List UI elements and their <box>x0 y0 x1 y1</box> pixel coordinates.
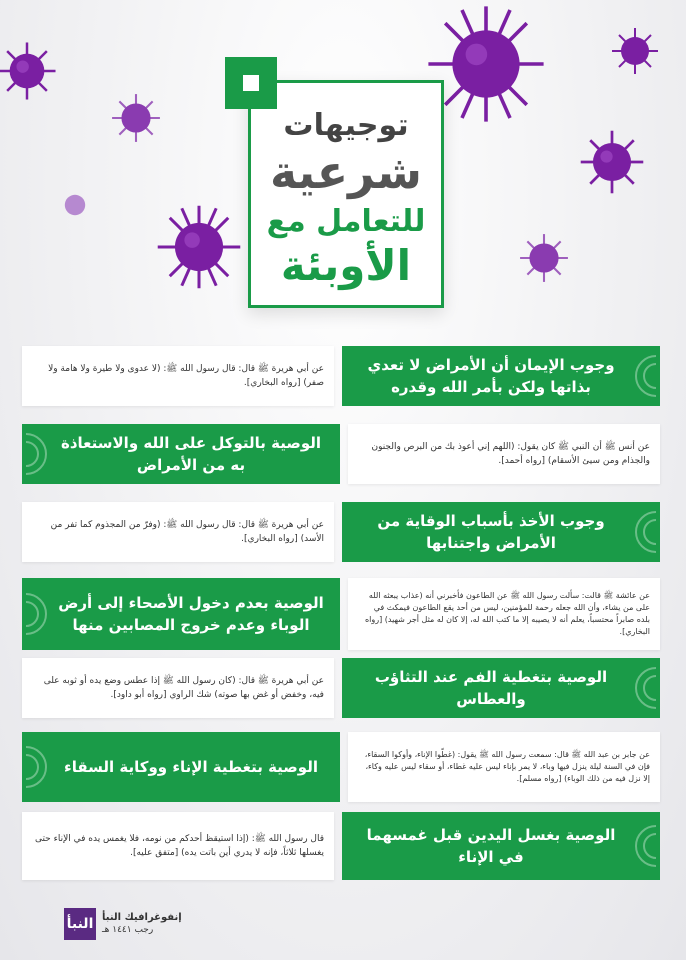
virus-icon <box>610 26 660 76</box>
hadith-text: عن أبي هريرة ﷺ قال: قال رسول الله ﷺ: (لا عدوى ولا طيرة ولا هامة ولا صفر) [رواه البخاري]. <box>48 364 324 388</box>
footer <box>64 908 182 940</box>
ornament-icon <box>26 588 52 640</box>
hadith-box <box>22 502 334 562</box>
guideline-row <box>22 658 660 718</box>
footer-date: رجب ١٤٤١ هـ <box>102 925 154 935</box>
guideline-text: وجوب الإيمان أن الأمراض لا تعدي بذاتها ولكن بأمر الله وقدره <box>367 356 615 396</box>
ornament-icon <box>26 741 52 793</box>
guideline-row <box>22 424 660 484</box>
hadith-text: عن أبي هريرة ﷺ قال: (كان رسول الله ﷺ إذا عطس وضع يده أو ثوبه على فيه، وخفض أو غض بها صوته) شك الراوي [رواه أبو داود]. <box>43 676 324 700</box>
guideline-text: وجوب الأخذ بأسباب الوقاية من الأمراض واجتنابها <box>377 512 605 552</box>
ornament-icon <box>26 428 52 480</box>
virus-icon <box>0 40 58 102</box>
guideline-banner <box>342 346 660 406</box>
guideline-row <box>22 812 660 880</box>
virus-icon <box>518 232 570 284</box>
guideline-row <box>22 578 660 650</box>
guideline-row <box>22 346 660 406</box>
title-line-2: شرعية <box>270 145 422 199</box>
hadith-text: قال رسول الله ﷺ: (إذا استيقظ أحدكم من نومه، فلا يغمس يده في الإناء حتى يغسلها ثلاثاً، فإنه لا يدري أين باتت يده) [متفق عليه]. <box>34 834 324 858</box>
ornament-icon <box>630 820 656 872</box>
guideline-banner <box>342 502 660 562</box>
guideline-banner <box>22 732 340 802</box>
ornament-icon <box>630 506 656 558</box>
ornament-icon <box>630 350 656 402</box>
footer-brand: إنفوغرافيك النبأ <box>102 912 182 923</box>
title-card <box>248 80 444 308</box>
guideline-text: الوصية بتغطية الفم عند التثاؤب والعطاس <box>374 668 608 708</box>
title-line-4: الأوبئة <box>280 241 412 290</box>
hadith-text: عن أنس ﷺ أن النبي ﷺ كان يقول: (اللهم إني أعوذ بك من البرص والجنون والجذام ومن سيئ الأسقام) [رواه أحمد]. <box>371 442 650 466</box>
guideline-banner <box>22 578 340 650</box>
hadith-box <box>348 732 660 802</box>
guideline-row <box>22 732 660 802</box>
guideline-banner <box>22 424 340 484</box>
hadith-box <box>22 658 334 718</box>
virus-icon <box>426 4 546 124</box>
footer-text <box>102 911 182 937</box>
title-line-1: توجيهات <box>283 108 409 143</box>
hadith-box <box>348 578 660 650</box>
hadith-box <box>348 424 660 484</box>
brand-logo: النبأ <box>64 908 96 940</box>
virus-icon <box>578 128 646 196</box>
virus-icon <box>58 188 92 222</box>
guideline-banner <box>342 658 660 718</box>
guideline-text: الوصية بعدم دخول الأصحاء إلى أرض الوباء وعدم خروج المصابين منها <box>58 594 324 634</box>
guideline-row <box>22 502 660 562</box>
hadith-text: عن عائشة ﷺ قالت: سألت رسول الله ﷺ عن الطاعون فأخبرني أنه (عذاب يبعثه الله على من يشاء، وأن الله جعله رحمة للمؤمنين، ليس من أحد يقع الطاعون فيمكث في بلده صابراً محتسباً، يعلم أنه لا يصيبه إلا ما كتب الله له، إلا كان له مثل أجر شهيد) [رواه البخاري]. <box>364 591 650 636</box>
hadith-box <box>22 812 334 880</box>
guideline-banner <box>342 812 660 880</box>
guideline-text: الوصية بغسل اليدين قبل غمسهما في الإناء <box>366 826 616 866</box>
guideline-text: الوصية بالتوكل على الله والاستعاذة به من الأمراض <box>60 434 322 474</box>
title-line-3: للتعامل مع <box>266 204 426 239</box>
hadith-text: عن أبي هريرة ﷺ قال: قال رسول الله ﷺ: (وفرّ من المجذوم كما تفر من الأسد) [رواه البخاري]. <box>50 520 324 544</box>
virus-icon <box>156 204 242 290</box>
ornament-icon <box>630 662 656 714</box>
hadith-text: عن جابر بن عبد الله ﷺ قال: سمعت رسول الله ﷺ يقول: (غطّوا الإناء، وأوكوا السقاء، فإن في السنة ليلة ينزل فيها وباء، لا يمر بإناء ليس عليه غطاء، أو سقاء ليس عليه وكاء، إلا نزل فيه من ذلك الوباء) [رواه مسلم]. <box>364 750 650 783</box>
guideline-text: الوصية بتغطية الإناء ووكاية السقاء <box>64 758 318 776</box>
hadith-box <box>22 346 334 406</box>
corner-decoration <box>225 57 277 109</box>
virus-icon <box>110 92 162 144</box>
